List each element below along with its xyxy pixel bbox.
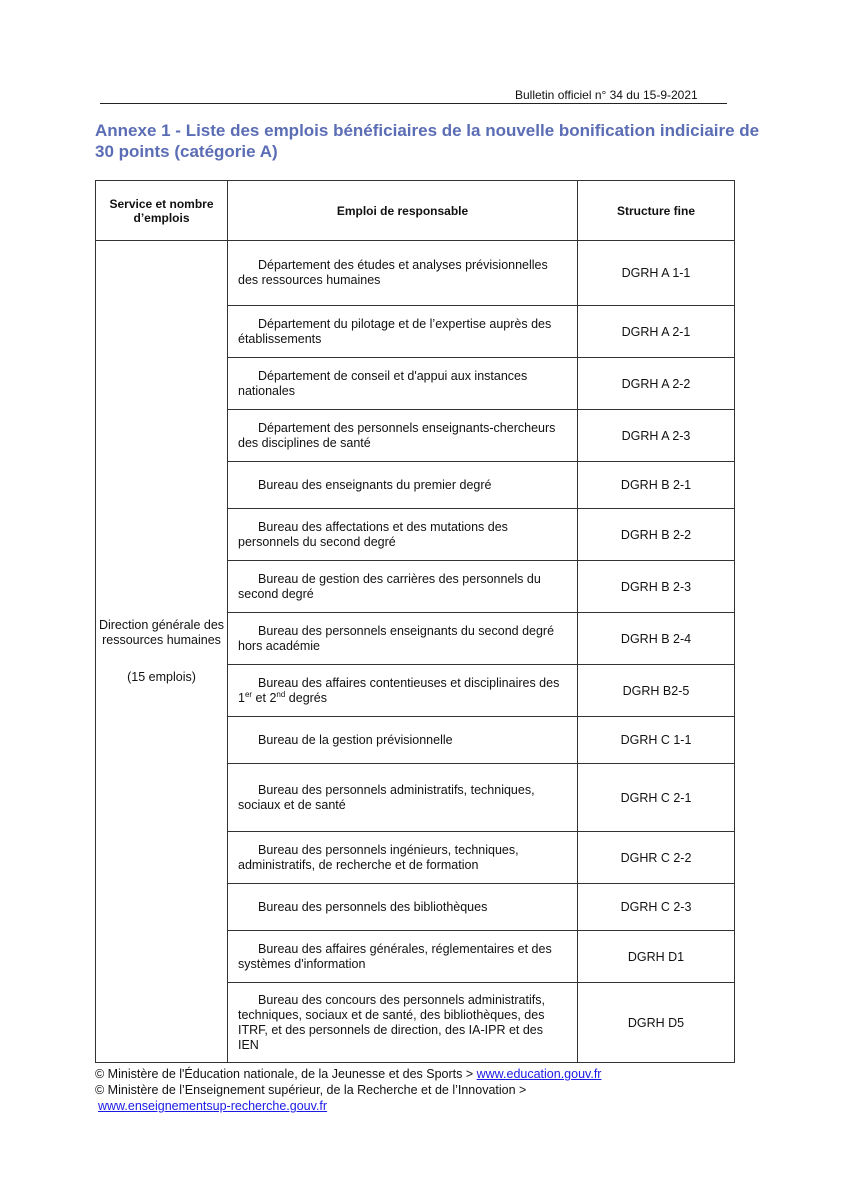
structure-cell: DGRH C 2-1 — [578, 764, 735, 832]
header-emploi: Emploi de responsable — [228, 181, 578, 241]
emploi-cell: Département de conseil et d'appui aux instances nationales — [228, 358, 578, 410]
education-link[interactable]: www.education.gouv.fr — [476, 1067, 602, 1081]
emploi-cell: Bureau des enseignants du premier degré — [228, 462, 578, 509]
bulletin-reference: Bulletin officiel n° 34 du 15-9-2021 — [515, 88, 698, 102]
header-structure: Structure fine — [578, 181, 735, 241]
service-count: (15 emplois) — [127, 670, 196, 684]
structure-cell: DGRH A 2-2 — [578, 358, 735, 410]
emploi-cell: Département des études et analyses prévisionnelles des ressources humaines — [228, 241, 578, 306]
emploi-cell: Bureau des affaires contentieuses et disciplinaires des 1er et 2nd degrés — [228, 665, 578, 717]
structure-cell: DGRH A 1-1 — [578, 241, 735, 306]
structure-cell: DGRH B2-5 — [578, 665, 735, 717]
structure-cell: DGRH C 2-3 — [578, 884, 735, 931]
emplois-table — [95, 180, 735, 1063]
structure-cell: DGRH D5 — [578, 983, 735, 1063]
enseignementsup-link[interactable]: www.enseignementsup-recherche.gouv.fr — [98, 1099, 328, 1113]
emploi-cell: Bureau des personnels enseignants du second degré hors académie — [228, 613, 578, 665]
emploi-cell: Département du pilotage et de l’expertise auprès des établissements — [228, 306, 578, 358]
structure-cell: DGRH A 2-1 — [578, 306, 735, 358]
footer-line-enseignement: © Ministère de l’Enseignement supérieur, de la Recherche et de l’Innovation > — [95, 1083, 527, 1097]
emploi-cell: Bureau des personnels des bibliothèques — [228, 884, 578, 931]
table-row — [96, 241, 735, 306]
header-service: Service et nombre d’emplois — [96, 181, 228, 241]
footer — [95, 1066, 601, 1114]
header-rule — [100, 103, 727, 104]
page-title: Annexe 1 - Liste des emplois bénéficiaires de la nouvelle bonification indiciaire de 30 points (catégorie A) — [95, 121, 760, 161]
structure-cell: DGRH C 1-1 — [578, 717, 735, 764]
table-header-row — [96, 181, 735, 241]
structure-cell: DGRH B 2-3 — [578, 561, 735, 613]
structure-cell: DGRH D1 — [578, 931, 735, 983]
structure-cell: DGRH B 2-2 — [578, 509, 735, 561]
footer-line-link — [95, 1098, 601, 1114]
service-cell — [96, 241, 228, 1063]
emploi-cell: Bureau des personnels ingénieurs, techniques, administratifs, de recherche et de formation — [228, 832, 578, 884]
emploi-cell: Bureau de gestion des carrières des personnels du second degré — [228, 561, 578, 613]
structure-cell: DGHR C 2-2 — [578, 832, 735, 884]
emploi-cell: Bureau des concours des personnels administratifs, techniques, sociaux et de santé, des bibliothèques, des ITRF, et des personnels de direction, des IA-IPR et des IEN — [228, 983, 578, 1063]
emploi-cell: Bureau des affaires générales, réglementaires et des systèmes d'information — [228, 931, 578, 983]
service-name: Direction générale des ressources humaines — [98, 618, 225, 647]
structure-cell: DGRH A 2-3 — [578, 410, 735, 462]
structure-cell: DGRH B 2-1 — [578, 462, 735, 509]
emploi-cell: Bureau des personnels administratifs, techniques, sociaux et de santé — [228, 764, 578, 832]
emploi-cell: Bureau des affectations et des mutations des personnels du second degré — [228, 509, 578, 561]
footer-line-education: © Ministère de l'Éducation nationale, de la Jeunesse et des Sports > www.education.gouv.fr — [95, 1067, 602, 1081]
emploi-cell: Département des personnels enseignants-chercheurs des disciplines de santé — [228, 410, 578, 462]
structure-cell: DGRH B 2-4 — [578, 613, 735, 665]
emploi-cell: Bureau de la gestion prévisionnelle — [228, 717, 578, 764]
